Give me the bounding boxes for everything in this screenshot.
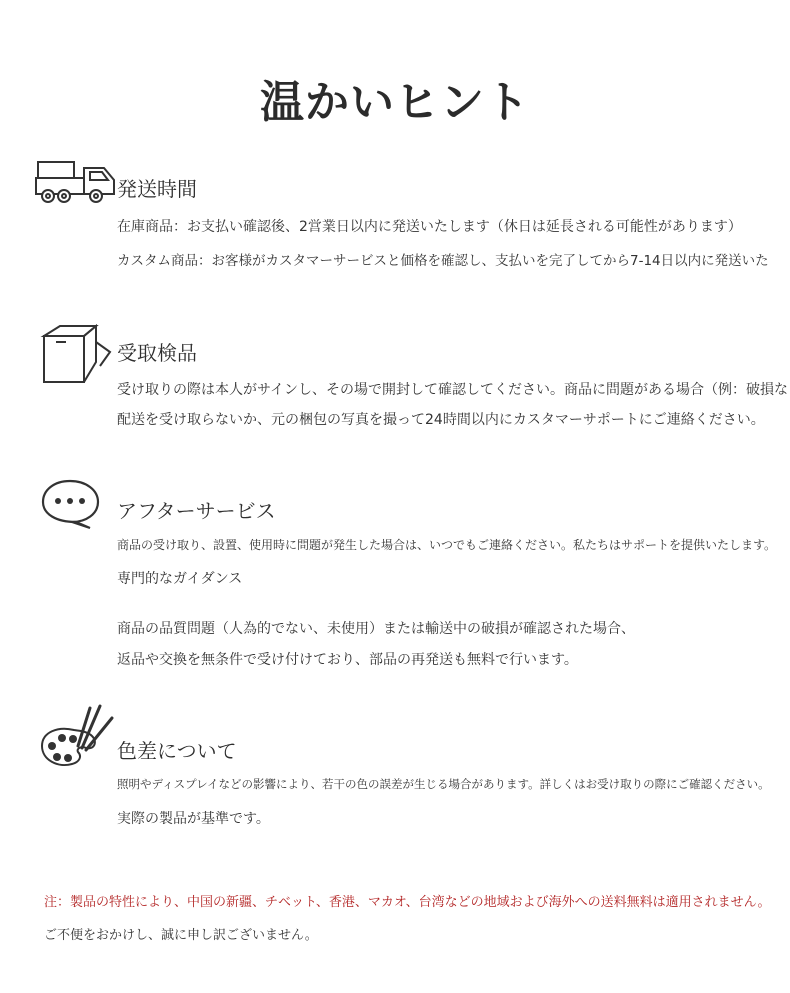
section-text: 実際の製品が基準です。 <box>117 811 270 827</box>
section-title: 発送時間 <box>117 177 197 201</box>
apology-note: ご不便をおかけし、誠に申し訳ございません。 <box>44 928 318 943</box>
package-box-icon <box>40 322 112 388</box>
section-text: 配送を受け取らないか、元の梱包の写真を撮って24時間以内にカスタマーサポートにご連絡ください。 <box>117 412 765 428</box>
section-title: 受取検品 <box>117 341 197 365</box>
chat-bubble-icon <box>40 478 102 530</box>
section-text: 商品の受け取り、設置、使用時に問題が発生した場合は、いつでもご連絡ください。私たちはサポートを提供いたします。 <box>117 538 777 552</box>
section-title: アフターサービス <box>117 499 276 523</box>
delivery-truck-icon <box>34 160 116 204</box>
shipping-restriction-note: 注：製品の特性により、中国の新疆、チベット、香港、マカオ、台湾などの地域および海外への送料無料は適用されません。 <box>44 895 771 910</box>
section-text: カスタム商品：お客様がカスタマーサービスと価格を確認し、支払いを完了してから7-14日以内に発送いた <box>117 253 769 269</box>
page-title: 温かいヒント <box>260 77 530 128</box>
section-title: 色差について <box>117 739 237 763</box>
section-text: 返品や交換を無条件で受け付けており、部品の再発送も無料で行います。 <box>117 652 578 668</box>
paint-palette-icon <box>40 702 116 770</box>
section-text: 照明やディスプレイなどの影響により、若干の色の誤差が生じる場合があります。詳しくはお受け取りの際にご確認ください。 <box>117 777 770 791</box>
section-text: 在庫商品：お支払い確認後、2営業日以内に発送いたします（休日は延長される可能性があります） <box>117 219 742 235</box>
section-text: 商品の品質問題（人為的でない、未使用）または輸送中の破損が確認された場合、 <box>117 621 635 637</box>
section-text: 専門的なガイダンス <box>117 571 243 587</box>
section-text: 受け取りの際は本人がサインし、その場で開封して確認してください。商品に問題がある場合（例：破損な <box>117 382 789 398</box>
